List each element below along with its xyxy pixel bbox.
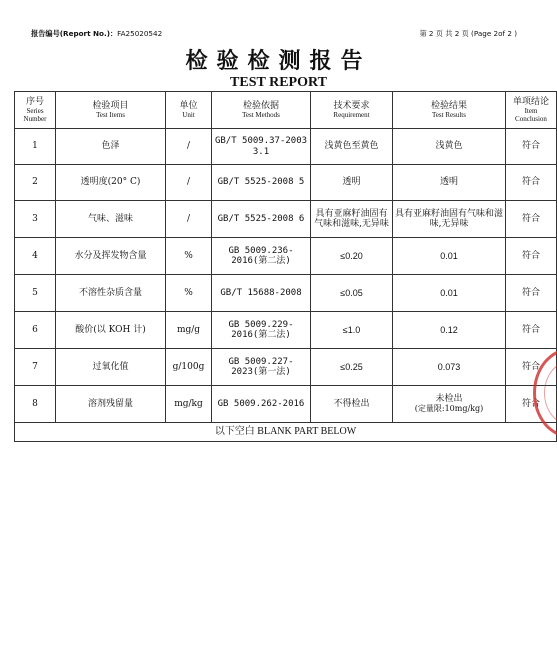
row-result: 透明 [393,165,506,201]
row-method: GB/T 5009.37-2003 3.1 [212,129,311,165]
row-item: 透明度(20° C) [56,165,166,201]
row-no: 1 [15,129,56,165]
row-result: 0.01 [393,275,506,312]
row-no: 3 [15,201,56,238]
row-result: 浅黄色 [393,129,506,165]
col-header-series: 序号 Series Number [15,92,56,129]
col-header-test-results: 检验结果 Test Results [393,92,506,129]
report-number-label: 报告编号(Report No.)： [31,29,118,38]
row-requirement: 不得检出 [311,386,393,423]
row-no: 2 [15,165,56,201]
row-method: GB/T 5525-2008 5 [212,165,311,201]
row-unit: mg/g [166,312,212,349]
row-conclusion: 符合 [506,238,557,275]
table-row [15,165,557,201]
row-result-value: 未检出 [435,393,463,404]
table-row [15,129,557,165]
row-item: 过氧化值 [56,349,166,386]
row-no: 7 [15,349,56,386]
test-results-table [14,91,557,442]
row-result: 具有亚麻籽油固有气味和滋味,无异味 [393,201,506,238]
col-header-unit: 单位 Unit [166,92,212,129]
row-no: 6 [15,312,56,349]
table-row [15,238,557,275]
row-requirement: 具有亚麻籽油固有气味和滋味,无异味 [311,201,393,238]
col-header-test-items: 检验项目 Test Items [56,92,166,129]
row-result: 0.073 [393,349,506,386]
row-method: GB 5009.262-2016 [212,386,311,423]
row-unit: / [166,129,212,165]
row-item: 水分及挥发物含量 [56,238,166,275]
row-conclusion: 符合 [506,386,557,423]
row-unit: / [166,201,212,238]
row-requirement: 浅黄色至黄色 [311,129,393,165]
table-row [15,386,557,423]
table-row [15,349,557,386]
row-item: 酸价(以 KOH 计) [56,312,166,349]
row-item: 不溶性杂质含量 [56,275,166,312]
row-result-note: (定量限:10mg/kg) [414,404,484,413]
row-conclusion: 符合 [506,129,557,165]
row-requirement: ≤0.20 [311,238,393,275]
table-row [15,201,557,238]
row-unit: % [166,275,212,312]
row-conclusion: 符合 [506,312,557,349]
row-conclusion: 符合 [506,275,557,312]
row-item: 气味、滋味 [56,201,166,238]
table-header-row [15,92,557,129]
row-result [393,386,506,423]
report-title-en: TEST REPORT [230,75,327,90]
row-method: GB 5009.227-2023(第一法) [212,349,311,386]
row-no: 5 [15,275,56,312]
page-info: 第 2 页 共 2 页 (Page 2of 2 ) [419,29,517,38]
row-requirement: ≤1.0 [311,312,393,349]
row-item: 色泽 [56,129,166,165]
row-conclusion: 符合 [506,165,557,201]
row-method: GB/T 5525-2008 6 [212,201,311,238]
row-result: 0.01 [393,238,506,275]
report-title-cn: 检验检测报告 [185,49,372,74]
col-header-conclusion: 单项结论 Item Conclusion [506,92,557,129]
row-item: 溶剂残留量 [56,386,166,423]
row-no: 4 [15,238,56,275]
row-conclusion: 符合 [506,201,557,238]
row-method: GB 5009.229-2016(第二法) [212,312,311,349]
col-header-test-methods: 检验依据 Test Methods [212,92,311,129]
row-method: GB/T 15688-2008 [212,275,311,312]
row-unit: g/100g [166,349,212,386]
blank-part-row [15,423,557,442]
row-requirement: ≤0.25 [311,349,393,386]
blank-part-text: 以下空白 BLANK PART BELOW [15,423,557,442]
col-header-requirement: 技术要求 Requirement [311,92,393,129]
row-unit: % [166,238,212,275]
row-unit: / [166,165,212,201]
report-number-value: FA25020542 [117,29,163,38]
official-stamp-inner-ring [544,361,557,425]
table-row [15,275,557,312]
row-method: GB 5009.236-2016(第二法) [212,238,311,275]
row-requirement: 透明 [311,165,393,201]
row-no: 8 [15,386,56,423]
row-result: 0.12 [393,312,506,349]
table-row [15,312,557,349]
report-number [31,29,162,39]
row-conclusion: 符合 [506,349,557,386]
row-unit: mg/kg [166,386,212,423]
row-requirement: ≤0.05 [311,275,393,312]
